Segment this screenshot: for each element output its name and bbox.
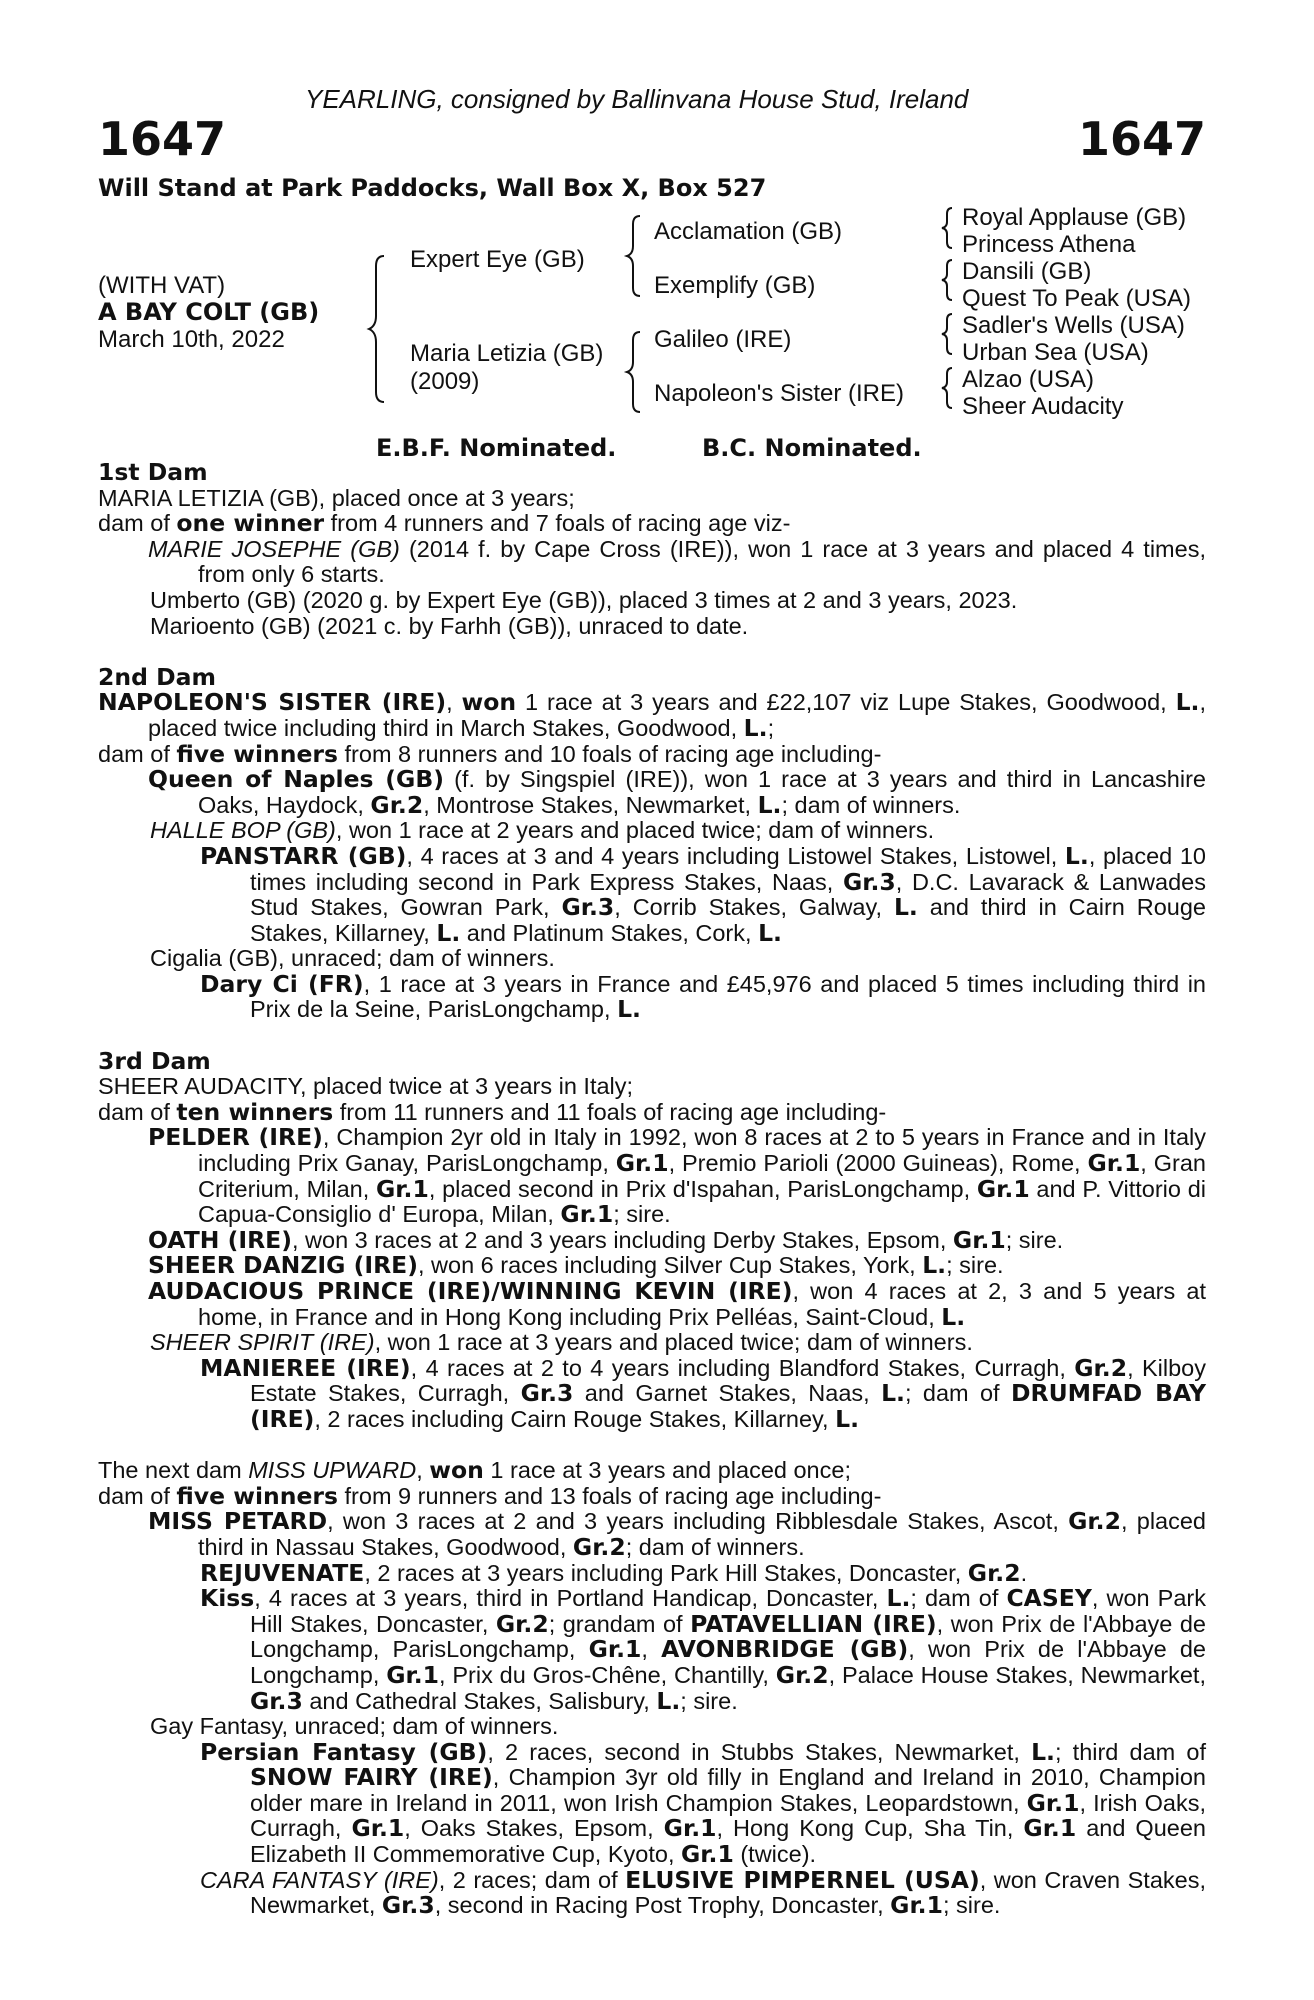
horse-name: A BAY COLT (GB) bbox=[98, 298, 320, 326]
ds-sire: Sadler's Wells (USA) bbox=[962, 312, 1185, 339]
ss-sire: Royal Applause (GB) bbox=[962, 204, 1187, 231]
sire: Expert Eye (GB) bbox=[410, 246, 585, 273]
bc-nomination: B.C. Nominated. bbox=[702, 434, 922, 462]
pedigree-bracket-ss bbox=[940, 206, 956, 250]
produce-entry: Dary Ci (FR), 1 race at 3 years in France and £45,976 and placed 5 times including third in Prix de la Seine, ParisLongchamp, L. bbox=[200, 969, 1206, 1024]
produce-entry: OATH (IRE), won 3 races at 2 and 3 years including Derby Stakes, Epsom, Gr.1; sire. bbox=[148, 1225, 1064, 1254]
lot-number-left: 1647 bbox=[98, 112, 227, 166]
ebf-nomination: E.B.F. Nominated. bbox=[376, 434, 617, 462]
third-dam-produce-summary: dam of ten winners from 11 runners and 11 foals of racing age including- bbox=[98, 1097, 887, 1126]
dam-dam: Napoleon's Sister (IRE) bbox=[654, 380, 905, 407]
produce-entry: HALLE BOP (GB), won 1 race at 2 years and placed twice; dam of winners. bbox=[150, 817, 935, 844]
produce-entry: MISS PETARD, won 3 races at 2 and 3 years including Ribblesdale Stakes, Ascot, Gr.2, placed third in Nassau Stakes, Goodwood, Gr.2; dam of winners. bbox=[148, 1507, 1206, 1561]
dd-sire: Alzao (USA) bbox=[962, 366, 1095, 393]
lot-number-right: 1647 bbox=[1077, 112, 1206, 166]
pedigree-bracket-ds bbox=[940, 312, 956, 356]
dam-sire: Galileo (IRE) bbox=[654, 326, 792, 353]
third-dam-line: SHEER AUDACITY, placed twice at 3 years in Italy; bbox=[98, 1073, 634, 1100]
second-dam-line: NAPOLEON'S SISTER (IRE), won 1 race at 3 years and £22,107 viz Lupe Stakes, Goodwood, L., placed twice including third in March Stakes, Goodwood, L.; bbox=[98, 688, 1207, 742]
produce-entry: Umberto (GB) (2020 g. by Expert Eye (GB)), placed 3 times at 2 and 3 years, 2023. bbox=[150, 586, 1018, 613]
sire-dam: Exemplify (GB) bbox=[654, 272, 816, 299]
sd-dam: Quest To Peak (USA) bbox=[962, 285, 1191, 312]
next-dam-line: The next dam MISS UPWARD, won 1 race at 3 years and placed once; bbox=[98, 1456, 851, 1485]
pedigree-bracket-dam bbox=[626, 330, 646, 414]
dam-year: (2009) bbox=[410, 368, 480, 395]
produce-entry: REJUVENATE, 2 races at 3 years including Park Hill Stakes, Doncaster, Gr.2. bbox=[200, 1558, 1028, 1587]
second-dam-heading: 2nd Dam bbox=[98, 662, 216, 691]
produce-entry: MANIEREE (IRE), 4 races at 2 to 4 years including Blandford Stakes, Curragh, Gr.2, Kilboy Estate Stakes, Curragh, Gr.3 and Garnet Stakes, Naas, L.; dam of DRUMFAD BAY (IRE), 2 races including Cairn Rouge Stakes, Killarney, L. bbox=[200, 1353, 1206, 1433]
produce-entry: CARA FANTASY (IRE), 2 races; dam of ELUSIVE PIMPERNEL (USA), won Craven Stakes, Newmarket, Gr.3, second in Racing Post Trophy, Doncaster, Gr.1; sire. bbox=[200, 1865, 1207, 1920]
stand-location: Will Stand at Park Paddocks, Wall Box X, Box 527 bbox=[98, 174, 767, 202]
pedigree-bracket-dd bbox=[940, 366, 956, 410]
sale-subtitle: YEARLING, consigned by Ballinvana House Stud, Ireland bbox=[305, 84, 969, 114]
pedigree-bracket-sire bbox=[626, 214, 646, 298]
second-dam-produce-summary: dam of five winners from 8 runners and 10 foals of racing age including- bbox=[98, 739, 882, 768]
pedigree-bracket-sd bbox=[940, 258, 956, 302]
sd-sire: Dansili (GB) bbox=[962, 258, 1092, 285]
ds-dam: Urban Sea (USA) bbox=[962, 339, 1149, 366]
sire-sire: Acclamation (GB) bbox=[654, 218, 843, 245]
next-dam-produce-summary: dam of five winners from 9 runners and 13 foals of racing age including- bbox=[98, 1481, 882, 1510]
produce-entry: Queen of Naples (GB) (f. by Singspiel (IRE)), won 1 race at 3 years and third in Lancashire Oaks, Haydock, Gr.2, Montrose Stakes, Newmarket, L.; dam of winners. bbox=[148, 765, 1206, 819]
produce-entry: Marioento (GB) (2021 c. by Farhh (GB)), unraced to date. bbox=[150, 612, 749, 639]
first-dam-produce-summary: dam of one winner from 4 runners and 7 foals of racing age viz- bbox=[98, 509, 791, 538]
pedigree-bracket-main bbox=[370, 254, 390, 404]
first-dam-heading: 1st Dam bbox=[98, 458, 208, 486]
catalogue-body bbox=[98, 460, 1206, 1919]
produce-entry: MARIE JOSEPHE (GB) (2014 f. by Cape Cross (IRE)), won 1 race at 3 years and placed 4 times, from only 6 starts. bbox=[148, 535, 1206, 588]
third-dam-heading: 3rd Dam bbox=[98, 1046, 211, 1075]
produce-entry: SHEER SPIRIT (IRE), won 1 race at 3 years and placed twice; dam of winners. bbox=[150, 1329, 973, 1356]
produce-entry: SHEER DANZIG (IRE), won 6 races including Silver Cup Stakes, York, L.; sire. bbox=[148, 1251, 1004, 1280]
produce-entry: AUDACIOUS PRINCE (IRE)/WINNING KEVIN (IRE), won 4 races at 2, 3 and 5 years at home, in France and in Hong Kong including Prix Pelléas, Saint-Cloud, L. bbox=[148, 1277, 1206, 1331]
dam: Maria Letizia (GB) bbox=[410, 340, 604, 367]
first-dam-line: MARIA LETIZIA (GB), placed once at 3 years; bbox=[98, 484, 575, 511]
produce-entry: Cigalia (GB), unraced; dam of winners. bbox=[150, 945, 555, 972]
produce-entry: Gay Fantasy, unraced; dam of winners. bbox=[150, 1713, 559, 1740]
produce-entry: PANSTARR (GB), 4 races at 3 and 4 years including Listowel Stakes, Listowel, L., placed 10 times including second in Park Express Stakes, Naas, Gr.3, D.C. Lavarack & Lanwades Stud Stakes, Gowran Park, Gr.3, Corrib Stakes, Galway, L. and third in Cairn Rouge Stakes, Killarney, L. and Platinum Stakes, Cork, L. bbox=[200, 841, 1206, 947]
dd-dam: Sheer Audacity bbox=[962, 393, 1124, 420]
vat-note: (WITH VAT) bbox=[98, 272, 226, 299]
produce-entry: Kiss, 4 races at 3 years, third in Portland Handicap, Doncaster, L.; dam of CASEY, won Park Hill Stakes, Doncaster, Gr.2; grandam of PATAVELLIAN (IRE), won Prix de l'Abbaye de Longchamp, ParisLongchamp, Gr.1, AVONBRIDGE (GB), won Prix de l'Abbaye de Longchamp, Gr.1, Prix du Gros-Chêne, Chantilly, Gr.2, Palace House Stakes, Newmarket, Gr.3 and Cathedral Stakes, Salisbury, L.; sire. bbox=[200, 1584, 1206, 1715]
produce-entry: PELDER (IRE), Champion 2yr old in Italy in 1992, won 8 races at 2 to 5 years in France and in Italy including Prix Ganay, ParisLongchamp, Gr.1, Premio Parioli (2000 Guineas), Rome, Gr.1, Gran Criterium, Milan, Gr.1, placed second in Prix d'Ispahan, ParisLongchamp, Gr.1 and P. Vittorio di Capua-Consiglio d' Europa, Milan, Gr.1; sire. bbox=[148, 1123, 1206, 1229]
foaling-date: March 10th, 2022 bbox=[98, 326, 285, 353]
ss-dam: Princess Athena bbox=[962, 231, 1136, 258]
produce-entry: Persian Fantasy (GB), 2 races, second in Stubbs Stakes, Newmarket, L.; third dam of SNOW FAIRY (IRE), Champion 3yr old filly in England and Ireland in 2010, Champion older mare in Ireland in 2011, won Irish Champion Stakes, Leopardstown, Gr.1, Irish Oaks, Curragh, Gr.1, Oaks Stakes, Epsom, Gr.1, Hong Kong Cup, Sha Tin, Gr.1 and Queen Elizabeth II Commemorative Cup, Kyoto, Gr.1 (twice). bbox=[200, 1737, 1206, 1869]
